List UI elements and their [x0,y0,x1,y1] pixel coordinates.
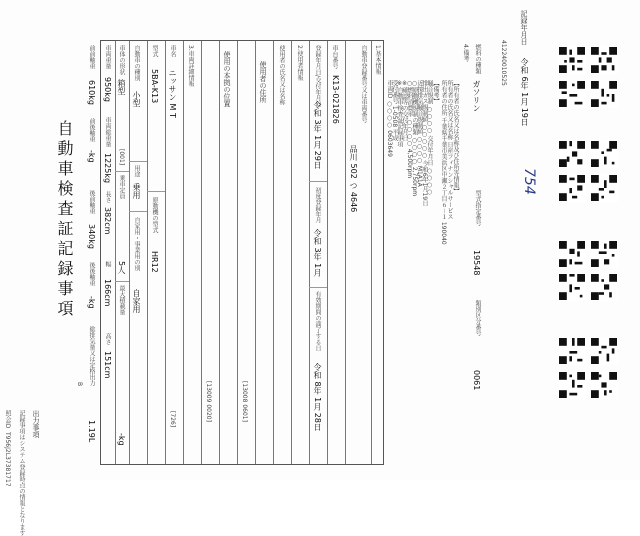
displacement-label: 総排気量又は定格出力 [88,326,95,386]
displacement: 1.19L [87,420,96,443]
model-number-label: 型式指定番号 [474,190,481,226]
base-location-code: [13009 0020] [205,381,212,422]
remark-line: ○原動機規制の種類 ○○○○ 2,750rpm [411,80,418,197]
remark-line: 近接排気騒音規制値 ○○○○ M1A1A [416,80,423,187]
first-year-label: 初度登録年月 [314,187,321,223]
base-location-label: 使用の本拠の位置 [223,51,231,107]
private-label: 自家用・事業用の別 [133,217,140,271]
remark-line: 騒音規制 ○○○○ 交付年月日 ○○○○ [426,80,433,196]
qr-code-2 [590,46,618,74]
body-code: [001] [118,149,125,166]
qr-code-1 [558,46,586,74]
vehicle-kind: 小型 [132,91,141,107]
remark-line: 受付番号 1-0508 平成 [391,80,398,142]
rear-axle: -kg [87,296,96,309]
front-axle-label: 前前軸重 [88,45,95,69]
width: 166cm [103,279,112,307]
width-label: 幅 [104,261,111,267]
ff-axle: -kg [87,150,96,163]
model-type-label: 型式 [151,45,158,57]
qr-code-16 [590,371,618,399]
car-name-label: 車名 [169,45,176,57]
print-note: 記録事項はシステム登録時点の情報となります [18,410,25,536]
vin-label: 車台番号 [331,45,338,69]
notes-label: 4.備考 [462,44,469,62]
model-type: 5BA-K13 [150,69,159,104]
height-label: 高さ [104,333,111,345]
qr-code-14 [590,337,618,365]
weight-label: 車両重量 [104,45,111,69]
reg-number-label: 自動車登録番号又は車両番号 [360,45,367,123]
remark-line: 所有者の氏名又は名称 日産フィナンシャルサービス [446,80,453,220]
handwritten-number: 754 [521,168,537,195]
car-name: ニッサン M T [168,69,177,118]
model-number: 19548 [472,250,481,276]
qr-code-11 [558,273,586,301]
body-shape: 箱型 [117,79,126,95]
reg-number: 品川 502 つ 4646 [349,145,358,213]
user-address-code: [13008 0601] [241,381,248,422]
vehicle-use: 乗用 [132,183,141,199]
qr-code-4 [590,80,618,108]
qr-code-8 [590,174,618,202]
remark-line: ○燃料消費率 ○○○○ 4,500rpm [406,80,413,179]
basic-info-label: 1.基本情報 [374,45,381,75]
owner-name-label: 使用者の氏名又は名称 [278,45,285,105]
expiry-label: 有効期間の満了する日 [314,291,321,351]
front-axle: 610kg [87,80,96,105]
record-date-label: 記録年月日 [520,10,528,45]
remark-line: 【所有者の氏名又は名称及び住所等情報】 [452,80,459,194]
rear-axle-label: 後後軸重 [88,262,95,286]
car-name-code: [726] [169,411,176,428]
max-load-label: 最大積載量 [118,285,125,315]
engine-label: 原動機の型式 [151,197,158,233]
print-id-label: 照会ID [4,410,11,429]
class-number: 0061 [472,370,481,391]
remark-line: 所有者の住所 千葉県千葉市美浜区中瀬２丁目６－１ 190040 [440,80,447,245]
use-label: 用途 [133,165,140,177]
capacity-label: 乗車定員 [118,175,125,199]
qr-code-6 [590,140,618,168]
marker-b: B [76,382,83,387]
engine-type: HR12 [150,251,159,273]
document-title: 自動車検査証記録事項 [55,120,74,320]
vehicle-weight: 950kg [103,77,112,102]
fuel-type: ガソリン [472,80,481,112]
first-reg-date: 令和 3年 1月 29日 [313,101,322,169]
user-section-label: 2.使用者情報 [296,45,303,81]
qr-code-13 [558,337,586,365]
length: 382cm [103,207,112,235]
user-address-label: 使用者の住所 [259,61,267,103]
max-load: -kg [117,433,126,446]
remarks-list [386,80,462,460]
length-label: 長さ [104,191,111,203]
ff-axle-label: 前後軸重 [88,118,95,142]
qr-code-9 [558,240,586,268]
vin-value: K13-021826 [331,75,340,124]
qr-code-15 [558,371,586,399]
qr-code-5 [558,140,586,168]
gross-weight: 1225kg [103,153,112,184]
remark-line: 【備考】 [432,80,439,104]
qr-code-7 [558,174,586,202]
body-label: 車体の形状 [118,45,125,75]
remark-line: ※確認等の交付年月日 [401,80,408,141]
height: 151cm [103,351,112,379]
record-date: 令和 6年 1月 19日 [520,58,529,126]
capacity: 5人 [117,261,126,275]
first-reg-label: 登録年月日/交付年月日 [314,45,321,108]
expiry-date: 令和 8年 1月 28日 [313,363,322,431]
private-commercial: 自家用 [132,289,141,313]
qr-code-10 [590,240,618,268]
qr-code-12 [590,273,618,301]
vehicle-section-label: 3.車両詳細情報 [187,45,194,87]
rear-front-axle-label: 後前軸重 [88,190,95,214]
qr-code-3 [558,80,586,108]
kind-label: 自動車の種別 [133,45,140,81]
gross-weight-label: 車両総重量 [104,117,111,147]
registration-form [100,40,384,465]
rear-front-axle: 340kg [87,224,96,249]
class-number-label: 類別区分番号 [474,300,481,336]
print-id: T956J2L37381717 [4,432,11,487]
fuel-label: 燃料の種類 [474,44,481,74]
first-year: 令和 3年 1月 [313,229,322,277]
remark-line: ※自動車検査証記録事項 [396,80,403,147]
serial-number: 412240010525 [500,40,507,86]
remark-line: 排出ガス規制値 ○○○○○ 令和6年1月19日 [421,80,428,207]
print-label: 出力事項 [32,410,40,438]
remark-line: 車両ID ○○○○ 0603649 [386,80,393,157]
